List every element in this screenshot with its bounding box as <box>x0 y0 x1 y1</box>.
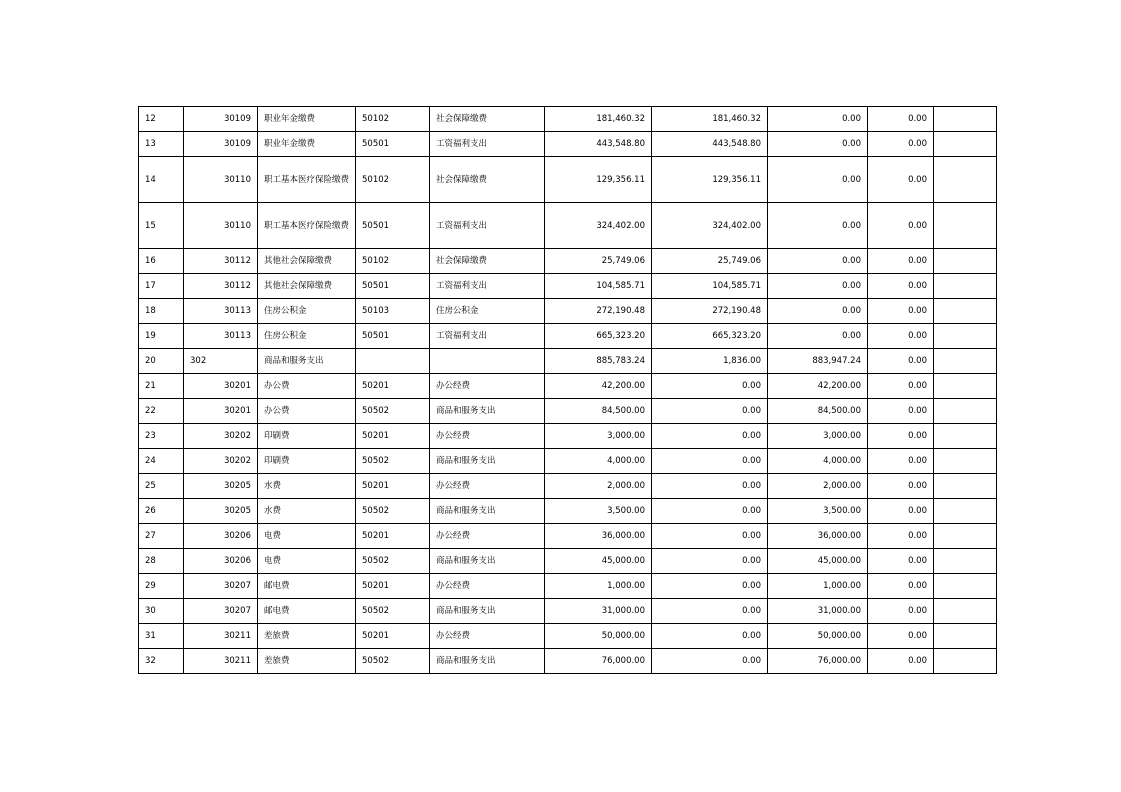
other-amount-cell: 0.00 <box>868 574 934 599</box>
total-amount-cell: 84,500.00 <box>545 399 652 424</box>
econ-code-cell: 50502 <box>356 549 430 574</box>
function-name-cell: 职业年金缴费 <box>258 132 356 157</box>
note-cell <box>934 399 997 424</box>
project-amount-cell: 0.00 <box>768 107 868 132</box>
other-amount-cell: 0.00 <box>868 349 934 374</box>
basic-amount-cell: 272,190.48 <box>652 299 768 324</box>
row-number-cell: 12 <box>139 107 184 132</box>
basic-amount-cell: 443,548.80 <box>652 132 768 157</box>
total-amount-cell: 25,749.06 <box>545 249 652 274</box>
note-cell <box>934 324 997 349</box>
function-name-cell: 其他社会保障缴费 <box>258 274 356 299</box>
row-number-cell: 18 <box>139 299 184 324</box>
row-number-cell: 23 <box>139 424 184 449</box>
other-amount-cell: 0.00 <box>868 249 934 274</box>
function-code-cell: 30113 <box>184 324 258 349</box>
table-row <box>139 424 997 449</box>
econ-code-cell: 50501 <box>356 324 430 349</box>
basic-amount-cell: 665,323.20 <box>652 324 768 349</box>
note-cell <box>934 374 997 399</box>
row-number-cell: 29 <box>139 574 184 599</box>
note-cell <box>934 424 997 449</box>
row-number-cell: 21 <box>139 374 184 399</box>
function-code-cell: 30201 <box>184 399 258 424</box>
total-amount-cell: 104,585.71 <box>545 274 652 299</box>
other-amount-cell: 0.00 <box>868 424 934 449</box>
econ-name-cell: 办公经费 <box>430 574 545 599</box>
econ-name-cell: 社会保障缴费 <box>430 249 545 274</box>
note-cell <box>934 132 997 157</box>
table-row <box>139 574 997 599</box>
total-amount-cell: 272,190.48 <box>545 299 652 324</box>
econ-code-cell: 50501 <box>356 132 430 157</box>
note-cell <box>934 349 997 374</box>
econ-name-cell: 办公经费 <box>430 474 545 499</box>
note-cell <box>934 107 997 132</box>
econ-code-cell: 50201 <box>356 624 430 649</box>
total-amount-cell: 50,000.00 <box>545 624 652 649</box>
other-amount-cell: 0.00 <box>868 274 934 299</box>
total-amount-cell: 2,000.00 <box>545 474 652 499</box>
table-row <box>139 599 997 624</box>
basic-amount-cell: 0.00 <box>652 374 768 399</box>
function-name-cell: 水费 <box>258 499 356 524</box>
function-name-cell: 职业年金缴费 <box>258 107 356 132</box>
function-name-cell: 住房公积金 <box>258 299 356 324</box>
project-amount-cell: 1,000.00 <box>768 574 868 599</box>
econ-code-cell: 50502 <box>356 449 430 474</box>
econ-name-cell <box>430 349 545 374</box>
other-amount-cell: 0.00 <box>868 203 934 249</box>
row-number-cell: 30 <box>139 599 184 624</box>
total-amount-cell: 181,460.32 <box>545 107 652 132</box>
note-cell <box>934 624 997 649</box>
function-code-cell: 30205 <box>184 474 258 499</box>
function-name-cell: 住房公积金 <box>258 324 356 349</box>
econ-name-cell: 商品和服务支出 <box>430 499 545 524</box>
function-code-cell: 30206 <box>184 549 258 574</box>
function-name-cell: 印刷费 <box>258 424 356 449</box>
function-name-cell: 电费 <box>258 524 356 549</box>
econ-name-cell: 办公经费 <box>430 424 545 449</box>
function-code-cell: 30205 <box>184 499 258 524</box>
function-name-cell: 电费 <box>258 549 356 574</box>
row-number-cell: 15 <box>139 203 184 249</box>
note-cell <box>934 499 997 524</box>
project-amount-cell: 3,000.00 <box>768 424 868 449</box>
basic-amount-cell: 25,749.06 <box>652 249 768 274</box>
total-amount-cell: 129,356.11 <box>545 157 652 203</box>
total-amount-cell: 3,500.00 <box>545 499 652 524</box>
function-name-cell: 邮电费 <box>258 599 356 624</box>
table-row <box>139 157 997 203</box>
table-row <box>139 203 997 249</box>
project-amount-cell: 0.00 <box>768 324 868 349</box>
econ-name-cell: 工资福利支出 <box>430 324 545 349</box>
project-amount-cell: 31,000.00 <box>768 599 868 624</box>
note-cell <box>934 274 997 299</box>
total-amount-cell: 3,000.00 <box>545 424 652 449</box>
econ-code-cell: 50103 <box>356 299 430 324</box>
econ-name-cell: 住房公积金 <box>430 299 545 324</box>
budget-table <box>138 106 997 674</box>
function-name-cell: 差旅费 <box>258 624 356 649</box>
row-number-cell: 31 <box>139 624 184 649</box>
project-amount-cell: 0.00 <box>768 299 868 324</box>
basic-amount-cell: 181,460.32 <box>652 107 768 132</box>
project-amount-cell: 2,000.00 <box>768 474 868 499</box>
econ-name-cell: 社会保障缴费 <box>430 107 545 132</box>
basic-amount-cell: 0.00 <box>652 574 768 599</box>
econ-code-cell: 50201 <box>356 574 430 599</box>
econ-code-cell: 50501 <box>356 274 430 299</box>
row-number-cell: 16 <box>139 249 184 274</box>
econ-code-cell: 50502 <box>356 399 430 424</box>
table-row <box>139 249 997 274</box>
note-cell <box>934 474 997 499</box>
table-row <box>139 349 997 374</box>
econ-code-cell: 50502 <box>356 599 430 624</box>
note-cell <box>934 649 997 674</box>
other-amount-cell: 0.00 <box>868 399 934 424</box>
project-amount-cell: 42,200.00 <box>768 374 868 399</box>
other-amount-cell: 0.00 <box>868 624 934 649</box>
note-cell <box>934 549 997 574</box>
econ-name-cell: 工资福利支出 <box>430 132 545 157</box>
project-amount-cell: 84,500.00 <box>768 399 868 424</box>
other-amount-cell: 0.00 <box>868 649 934 674</box>
econ-code-cell: 50501 <box>356 203 430 249</box>
row-number-cell: 22 <box>139 399 184 424</box>
table-row <box>139 324 997 349</box>
note-cell <box>934 599 997 624</box>
row-number-cell: 27 <box>139 524 184 549</box>
function-name-cell: 职工基本医疗保险缴费 <box>258 203 356 249</box>
other-amount-cell: 0.00 <box>868 374 934 399</box>
basic-amount-cell: 324,402.00 <box>652 203 768 249</box>
project-amount-cell: 0.00 <box>768 249 868 274</box>
other-amount-cell: 0.00 <box>868 324 934 349</box>
econ-name-cell: 商品和服务支出 <box>430 449 545 474</box>
table-row <box>139 399 997 424</box>
other-amount-cell: 0.00 <box>868 599 934 624</box>
function-code-cell: 30206 <box>184 524 258 549</box>
other-amount-cell: 0.00 <box>868 299 934 324</box>
basic-amount-cell: 0.00 <box>652 499 768 524</box>
note-cell <box>934 249 997 274</box>
function-code-cell: 30201 <box>184 374 258 399</box>
total-amount-cell: 4,000.00 <box>545 449 652 474</box>
econ-name-cell: 工资福利支出 <box>430 203 545 249</box>
basic-amount-cell: 104,585.71 <box>652 274 768 299</box>
note-cell <box>934 449 997 474</box>
econ-code-cell <box>356 349 430 374</box>
project-amount-cell: 3,500.00 <box>768 499 868 524</box>
function-code-cell: 30202 <box>184 449 258 474</box>
project-amount-cell: 76,000.00 <box>768 649 868 674</box>
econ-name-cell: 工资福利支出 <box>430 274 545 299</box>
table-row <box>139 449 997 474</box>
basic-amount-cell: 0.00 <box>652 624 768 649</box>
total-amount-cell: 885,783.24 <box>545 349 652 374</box>
econ-code-cell: 50102 <box>356 107 430 132</box>
total-amount-cell: 1,000.00 <box>545 574 652 599</box>
total-amount-cell: 45,000.00 <box>545 549 652 574</box>
econ-code-cell: 50102 <box>356 249 430 274</box>
row-number-cell: 28 <box>139 549 184 574</box>
function-code-cell: 30109 <box>184 107 258 132</box>
project-amount-cell: 0.00 <box>768 132 868 157</box>
function-name-cell: 办公费 <box>258 374 356 399</box>
total-amount-cell: 76,000.00 <box>545 649 652 674</box>
table-row <box>139 274 997 299</box>
function-name-cell: 印刷费 <box>258 449 356 474</box>
econ-name-cell: 商品和服务支出 <box>430 399 545 424</box>
econ-name-cell: 商品和服务支出 <box>430 649 545 674</box>
econ-code-cell: 50502 <box>356 499 430 524</box>
table-row <box>139 549 997 574</box>
function-code-cell: 30202 <box>184 424 258 449</box>
table-row <box>139 374 997 399</box>
table-row <box>139 649 997 674</box>
function-code-cell: 30211 <box>184 624 258 649</box>
function-code-cell: 30112 <box>184 274 258 299</box>
function-name-cell: 水费 <box>258 474 356 499</box>
total-amount-cell: 42,200.00 <box>545 374 652 399</box>
function-name-cell: 差旅费 <box>258 649 356 674</box>
econ-name-cell: 办公经费 <box>430 624 545 649</box>
total-amount-cell: 36,000.00 <box>545 524 652 549</box>
function-code-cell: 30207 <box>184 599 258 624</box>
total-amount-cell: 31,000.00 <box>545 599 652 624</box>
other-amount-cell: 0.00 <box>868 474 934 499</box>
total-amount-cell: 324,402.00 <box>545 203 652 249</box>
function-code-cell: 302 <box>184 349 258 374</box>
total-amount-cell: 443,548.80 <box>545 132 652 157</box>
project-amount-cell: 0.00 <box>768 157 868 203</box>
basic-amount-cell: 0.00 <box>652 399 768 424</box>
row-number-cell: 24 <box>139 449 184 474</box>
note-cell <box>934 299 997 324</box>
econ-name-cell: 商品和服务支出 <box>430 549 545 574</box>
econ-code-cell: 50201 <box>356 524 430 549</box>
econ-name-cell: 办公经费 <box>430 524 545 549</box>
econ-code-cell: 50102 <box>356 157 430 203</box>
function-code-cell: 30211 <box>184 649 258 674</box>
note-cell <box>934 203 997 249</box>
row-number-cell: 25 <box>139 474 184 499</box>
row-number-cell: 32 <box>139 649 184 674</box>
function-name-cell: 邮电费 <box>258 574 356 599</box>
econ-name-cell: 办公经费 <box>430 374 545 399</box>
row-number-cell: 26 <box>139 499 184 524</box>
basic-amount-cell: 129,356.11 <box>652 157 768 203</box>
row-number-cell: 14 <box>139 157 184 203</box>
function-code-cell: 30109 <box>184 132 258 157</box>
row-number-cell: 17 <box>139 274 184 299</box>
basic-amount-cell: 0.00 <box>652 524 768 549</box>
basic-amount-cell: 0.00 <box>652 449 768 474</box>
project-amount-cell: 45,000.00 <box>768 549 868 574</box>
function-code-cell: 30110 <box>184 157 258 203</box>
function-name-cell: 职工基本医疗保险缴费 <box>258 157 356 203</box>
econ-code-cell: 50201 <box>356 374 430 399</box>
note-cell <box>934 157 997 203</box>
project-amount-cell: 0.00 <box>768 274 868 299</box>
other-amount-cell: 0.00 <box>868 499 934 524</box>
function-name-cell: 其他社会保障缴费 <box>258 249 356 274</box>
table-row <box>139 499 997 524</box>
function-code-cell: 30110 <box>184 203 258 249</box>
function-code-cell: 30113 <box>184 299 258 324</box>
econ-code-cell: 50201 <box>356 424 430 449</box>
project-amount-cell: 36,000.00 <box>768 524 868 549</box>
function-name-cell: 办公费 <box>258 399 356 424</box>
note-cell <box>934 574 997 599</box>
econ-name-cell: 社会保障缴费 <box>430 157 545 203</box>
table-row <box>139 624 997 649</box>
basic-amount-cell: 0.00 <box>652 599 768 624</box>
basic-amount-cell: 0.00 <box>652 424 768 449</box>
project-amount-cell: 50,000.00 <box>768 624 868 649</box>
other-amount-cell: 0.00 <box>868 549 934 574</box>
econ-name-cell: 商品和服务支出 <box>430 599 545 624</box>
row-number-cell: 20 <box>139 349 184 374</box>
function-name-cell: 商品和服务支出 <box>258 349 356 374</box>
function-code-cell: 30207 <box>184 574 258 599</box>
basic-amount-cell: 1,836.00 <box>652 349 768 374</box>
other-amount-cell: 0.00 <box>868 524 934 549</box>
other-amount-cell: 0.00 <box>868 132 934 157</box>
row-number-cell: 13 <box>139 132 184 157</box>
table-row <box>139 107 997 132</box>
row-number-cell: 19 <box>139 324 184 349</box>
table-row <box>139 299 997 324</box>
total-amount-cell: 665,323.20 <box>545 324 652 349</box>
table-row <box>139 524 997 549</box>
project-amount-cell: 4,000.00 <box>768 449 868 474</box>
econ-code-cell: 50502 <box>356 649 430 674</box>
other-amount-cell: 0.00 <box>868 449 934 474</box>
basic-amount-cell: 0.00 <box>652 549 768 574</box>
basic-amount-cell: 0.00 <box>652 649 768 674</box>
project-amount-cell: 883,947.24 <box>768 349 868 374</box>
other-amount-cell: 0.00 <box>868 107 934 132</box>
table-row <box>139 132 997 157</box>
function-code-cell: 30112 <box>184 249 258 274</box>
note-cell <box>934 524 997 549</box>
other-amount-cell: 0.00 <box>868 157 934 203</box>
econ-code-cell: 50201 <box>356 474 430 499</box>
basic-amount-cell: 0.00 <box>652 474 768 499</box>
project-amount-cell: 0.00 <box>768 203 868 249</box>
table-row <box>139 474 997 499</box>
